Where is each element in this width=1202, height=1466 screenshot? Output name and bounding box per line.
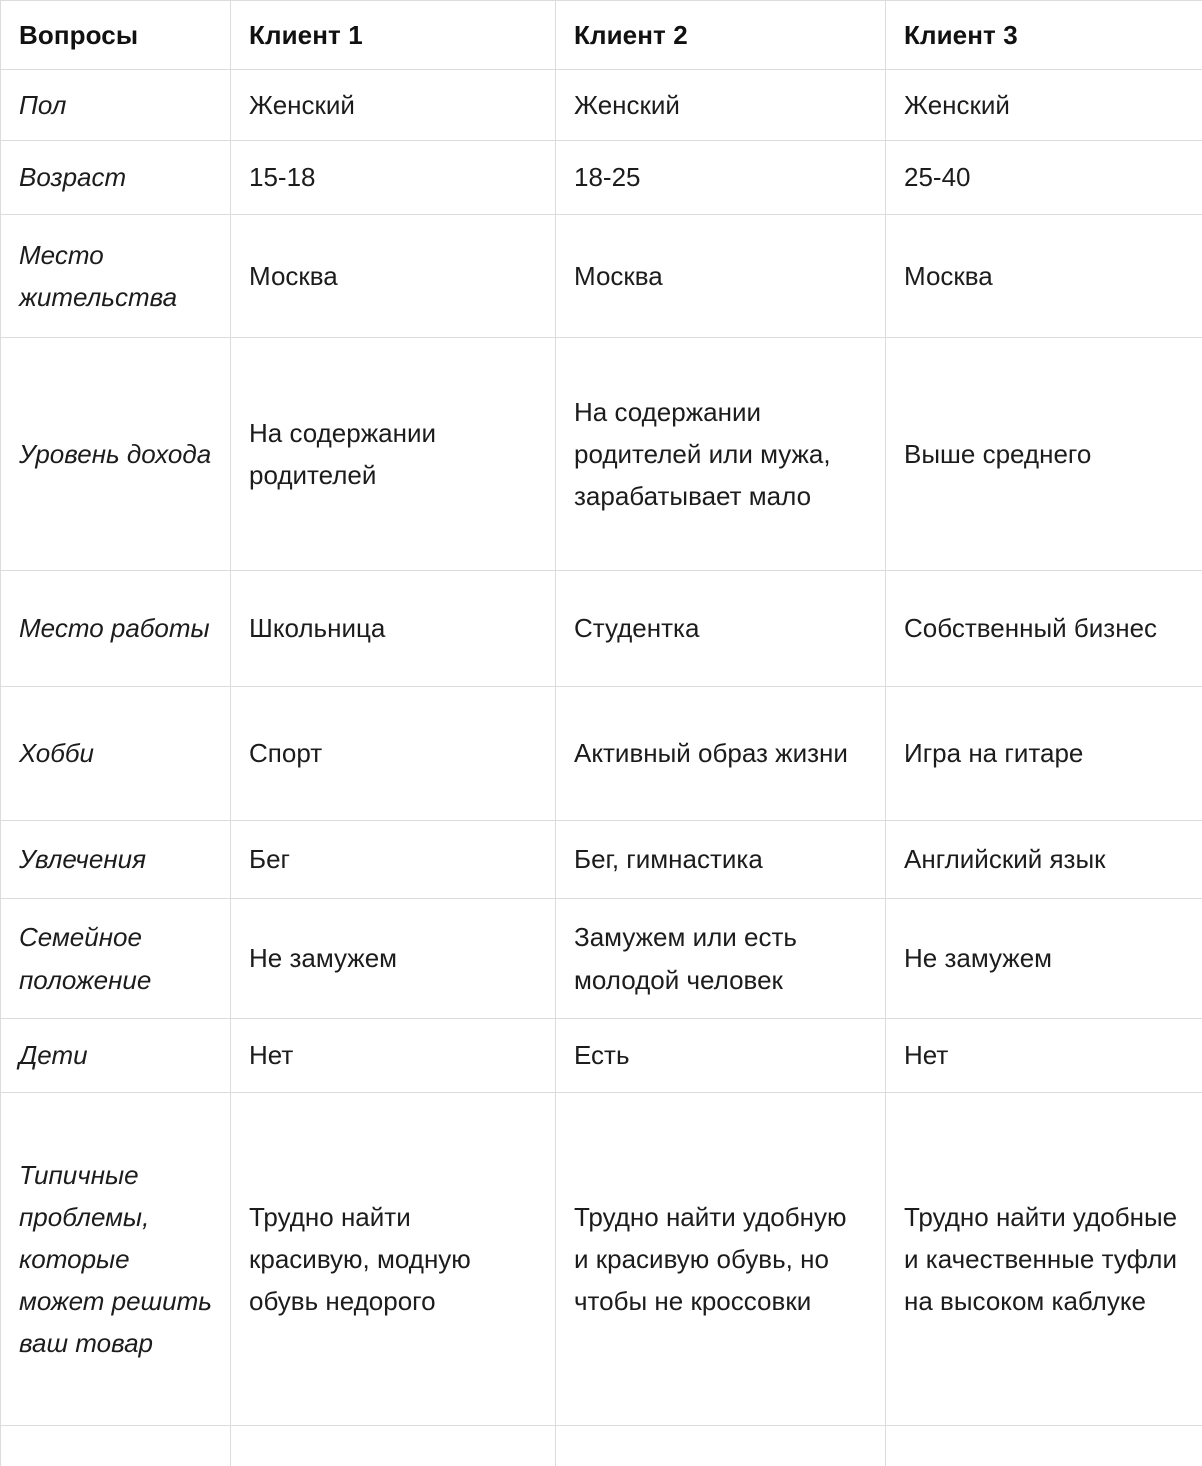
cell-gender-client-2: Женский — [556, 70, 886, 141]
cell-children-client-2: Есть — [556, 1019, 886, 1093]
cell-children-client-3: Нет — [886, 1019, 1202, 1093]
row-label-truncated — [1, 1426, 231, 1466]
cell-workplace-client-1: Школьница — [231, 571, 556, 687]
column-header-client-1: Клиент 1 — [231, 1, 556, 70]
table-row — [1, 1093, 1202, 1426]
cell-residence-client-3: Москва — [886, 215, 1202, 338]
table-row — [1, 141, 1202, 215]
cell-marital-status-client-2: Замужем или есть молодой человек — [556, 899, 886, 1019]
table-row-truncated — [1, 1426, 1202, 1466]
cell-residence-client-1: Москва — [231, 215, 556, 338]
cell-hobby-client-2: Активный образ жизни — [556, 687, 886, 821]
cell-workplace-client-2: Студентка — [556, 571, 886, 687]
row-label-typical-problems: Типичные проблемы, которые может решить ваш товар — [1, 1093, 231, 1426]
cell-typical-problems-client-1: Трудно найти красивую, модную обувь недорого — [231, 1093, 556, 1426]
cell-interests-client-3: Английский язык — [886, 821, 1202, 899]
cell-children-client-1: Нет — [231, 1019, 556, 1093]
row-label-income-level: Уровень дохода — [1, 338, 231, 571]
cell-age-client-2: 18-25 — [556, 141, 886, 215]
cell-income-client-1: На содержании родителей — [231, 338, 556, 571]
column-header-client-2: Клиент 2 — [556, 1, 886, 70]
cell-age-client-1: 15-18 — [231, 141, 556, 215]
cell-workplace-client-3: Собственный бизнес — [886, 571, 1202, 687]
cell-age-client-3: 25-40 — [886, 141, 1202, 215]
cell-marital-status-client-3: Не замужем — [886, 899, 1202, 1019]
cell-gender-client-3: Женский — [886, 70, 1202, 141]
column-header-questions: Вопросы — [1, 1, 231, 70]
cell-hobby-client-1: Спорт — [231, 687, 556, 821]
table-row — [1, 338, 1202, 571]
cell-income-client-3: Выше среднего — [886, 338, 1202, 571]
cell-hobby-client-3: Игра на гитаре — [886, 687, 1202, 821]
row-label-gender: Пол — [1, 70, 231, 141]
row-label-residence: Место жительства — [1, 215, 231, 338]
cell-interests-client-2: Бег, гимнастика — [556, 821, 886, 899]
row-label-marital-status: Семейное положение — [1, 899, 231, 1019]
table-row — [1, 215, 1202, 338]
table-row — [1, 899, 1202, 1019]
row-label-hobby: Хобби — [1, 687, 231, 821]
row-label-workplace: Место работы — [1, 571, 231, 687]
row-label-children: Дети — [1, 1019, 231, 1093]
table-header — [1, 1, 1202, 70]
cell-truncated-client-2 — [556, 1426, 886, 1466]
cell-income-client-2: На содержании родителей или мужа, зарабатывает мало — [556, 338, 886, 571]
cell-truncated-client-3 — [886, 1426, 1202, 1466]
table-body — [1, 70, 1202, 1466]
table-row — [1, 687, 1202, 821]
cell-truncated-client-1 — [231, 1426, 556, 1466]
cell-marital-status-client-1: Не замужем — [231, 899, 556, 1019]
cell-residence-client-2: Москва — [556, 215, 886, 338]
table-row — [1, 1019, 1202, 1093]
cell-interests-client-1: Бег — [231, 821, 556, 899]
table-row — [1, 821, 1202, 899]
row-label-interests: Увлечения — [1, 821, 231, 899]
column-header-client-3: Клиент 3 — [886, 1, 1202, 70]
row-label-age: Возраст — [1, 141, 231, 215]
table-row — [1, 571, 1202, 687]
cell-gender-client-1: Женский — [231, 70, 556, 141]
cell-typical-problems-client-2: Трудно найти удобную и красивую обувь, но чтобы не кроссовки — [556, 1093, 886, 1426]
table-row — [1, 70, 1202, 141]
cell-typical-problems-client-3: Трудно найти удобные и качественные туфли на высоком каблуке — [886, 1093, 1202, 1426]
table-header-row — [1, 1, 1202, 70]
